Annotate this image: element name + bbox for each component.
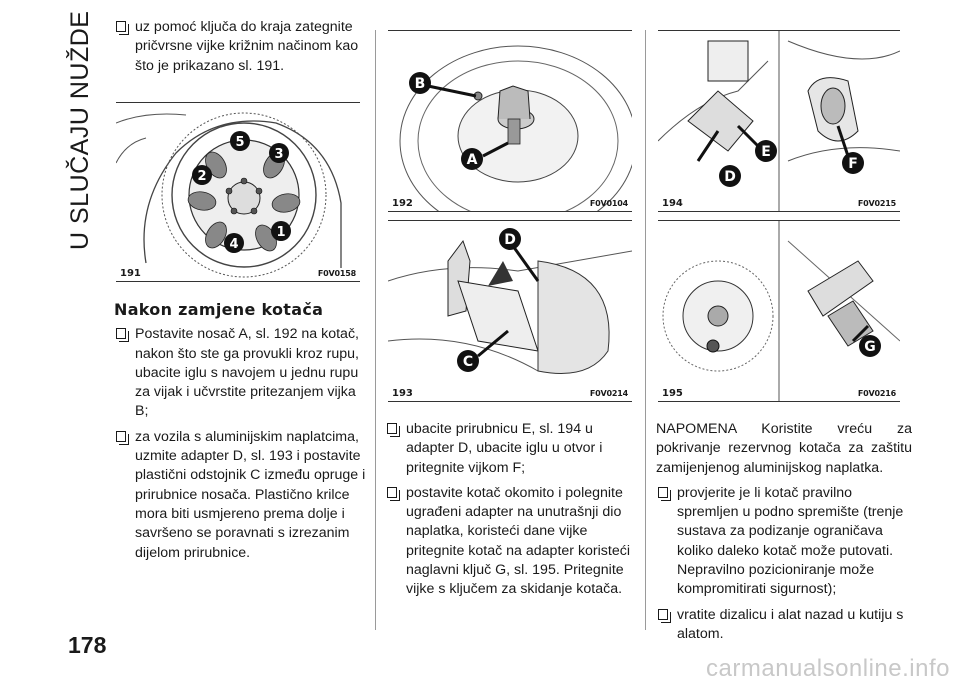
figure-code: F0V0158 [317,269,356,278]
section-heading: Nakon zamjene kotača [114,300,324,319]
svg-text:C: C [462,354,474,370]
list-item: vratite dizalicu i alat nazad u kutiju s alatom. [656,606,912,645]
list-item: postavite kotač okomito i polegnite ugrađeni adapter na unutrašnji dio naplatka, koristeći dane vijke pritegnite kotač na adapter koristeći naglavni ključ G, sl. 195. Pritegnite vijke s ključem za skidanje kotača. [385,484,637,600]
flange-insert-illustration [658,31,900,211]
list-item: ubacite prirubnicu E, sl. 194 u adapter D, ubacite iglu u otvor i pritegnite vijkom F; [385,420,637,478]
figure-195 [658,220,900,402]
figure-194 [658,30,900,212]
svg-text:A: A [466,152,478,168]
svg-text:B: B [414,76,426,92]
svg-text:D: D [724,169,736,185]
socket-wrench-illustration [658,221,900,401]
figure-193 [388,220,632,402]
list-item: za vozila s aluminijskim naplatcima, uzmite adapter D, sl. 193 i postavite plastični odstojnik C između opruge i prirubnice nosača. Plastično krilce mora biti usmjereno prema dolje i savršeno se poravnati s izrezanim dijelom prirubnice. [114,428,366,563]
watermark[interactable]: carmanualsonline.info [706,655,950,682]
svg-text:E: E [761,144,771,160]
figure-number: 193 [392,388,413,399]
figure-191 [116,102,360,282]
column-divider-1 [375,30,376,630]
figure-code: F0V0216 [857,389,896,398]
svg-text:D: D [504,232,516,248]
column-1-lower [114,300,366,569]
checkbox-bullet-icon [116,328,126,339]
checkbox-bullet-icon [387,487,397,498]
checkbox-bullet-icon [658,487,668,498]
checkbox-bullet-icon [116,431,126,442]
list-item: Postavite nosač A, sl. 192 na kotač, nakon što ste ga provukli kroz rupu, ubacite iglu s navojem u jednu rupu za vijak i učvrstite pritezanjem vijka B; [114,325,366,421]
figure-number: 192 [392,198,413,209]
checkbox-bullet-icon [658,609,668,620]
checkbox-bullet-icon [387,423,397,434]
svg-text:5: 5 [235,135,245,150]
figure-code: F0V0214 [589,389,628,398]
figure-code: F0V0104 [589,199,628,208]
section-title: U SLUČAJU NUŽDE [66,10,94,250]
figure-number: 195 [662,388,683,399]
column-divider-2 [645,30,646,630]
figure-code: F0V0215 [857,199,896,208]
column-2 [385,420,637,606]
svg-text:3: 3 [274,147,284,162]
adapter-spacer-illustration [388,221,632,401]
note-text: NAPOMENA Koristite vreću za pokrivanje rezervnog kotača za zaštitu zamijenjenog aluminijskog naplatka. [656,421,912,476]
svg-text:2: 2 [197,169,207,184]
column-3 [656,420,912,650]
svg-text:G: G [864,339,876,355]
wheel-bolt-order-illustration [116,103,360,281]
list-item: provjerite je li kotač pravilno spremljen u podno spremište (trenje sustava za podizanje ograničava koliko daleko kotač može putovati. Nepravilno pozicioniranje može kompromitirati sigurnost); [656,484,912,600]
svg-text:F: F [848,156,858,172]
svg-text:4: 4 [229,237,239,252]
figure-number: 191 [120,268,141,279]
spare-wheel-bracket-illustration [388,31,632,211]
intro-bullet: uz pomoć ključa do kraja zategnite pričvrsne vijke križnim načinom kao što je prikazano sl. 191. [114,18,364,76]
figure-number: 194 [662,198,683,209]
figure-192 [388,30,632,212]
svg-text:1: 1 [276,225,286,240]
page-number: 178 [68,632,107,658]
checkbox-bullet-icon [116,21,126,32]
column-1 [114,18,364,82]
